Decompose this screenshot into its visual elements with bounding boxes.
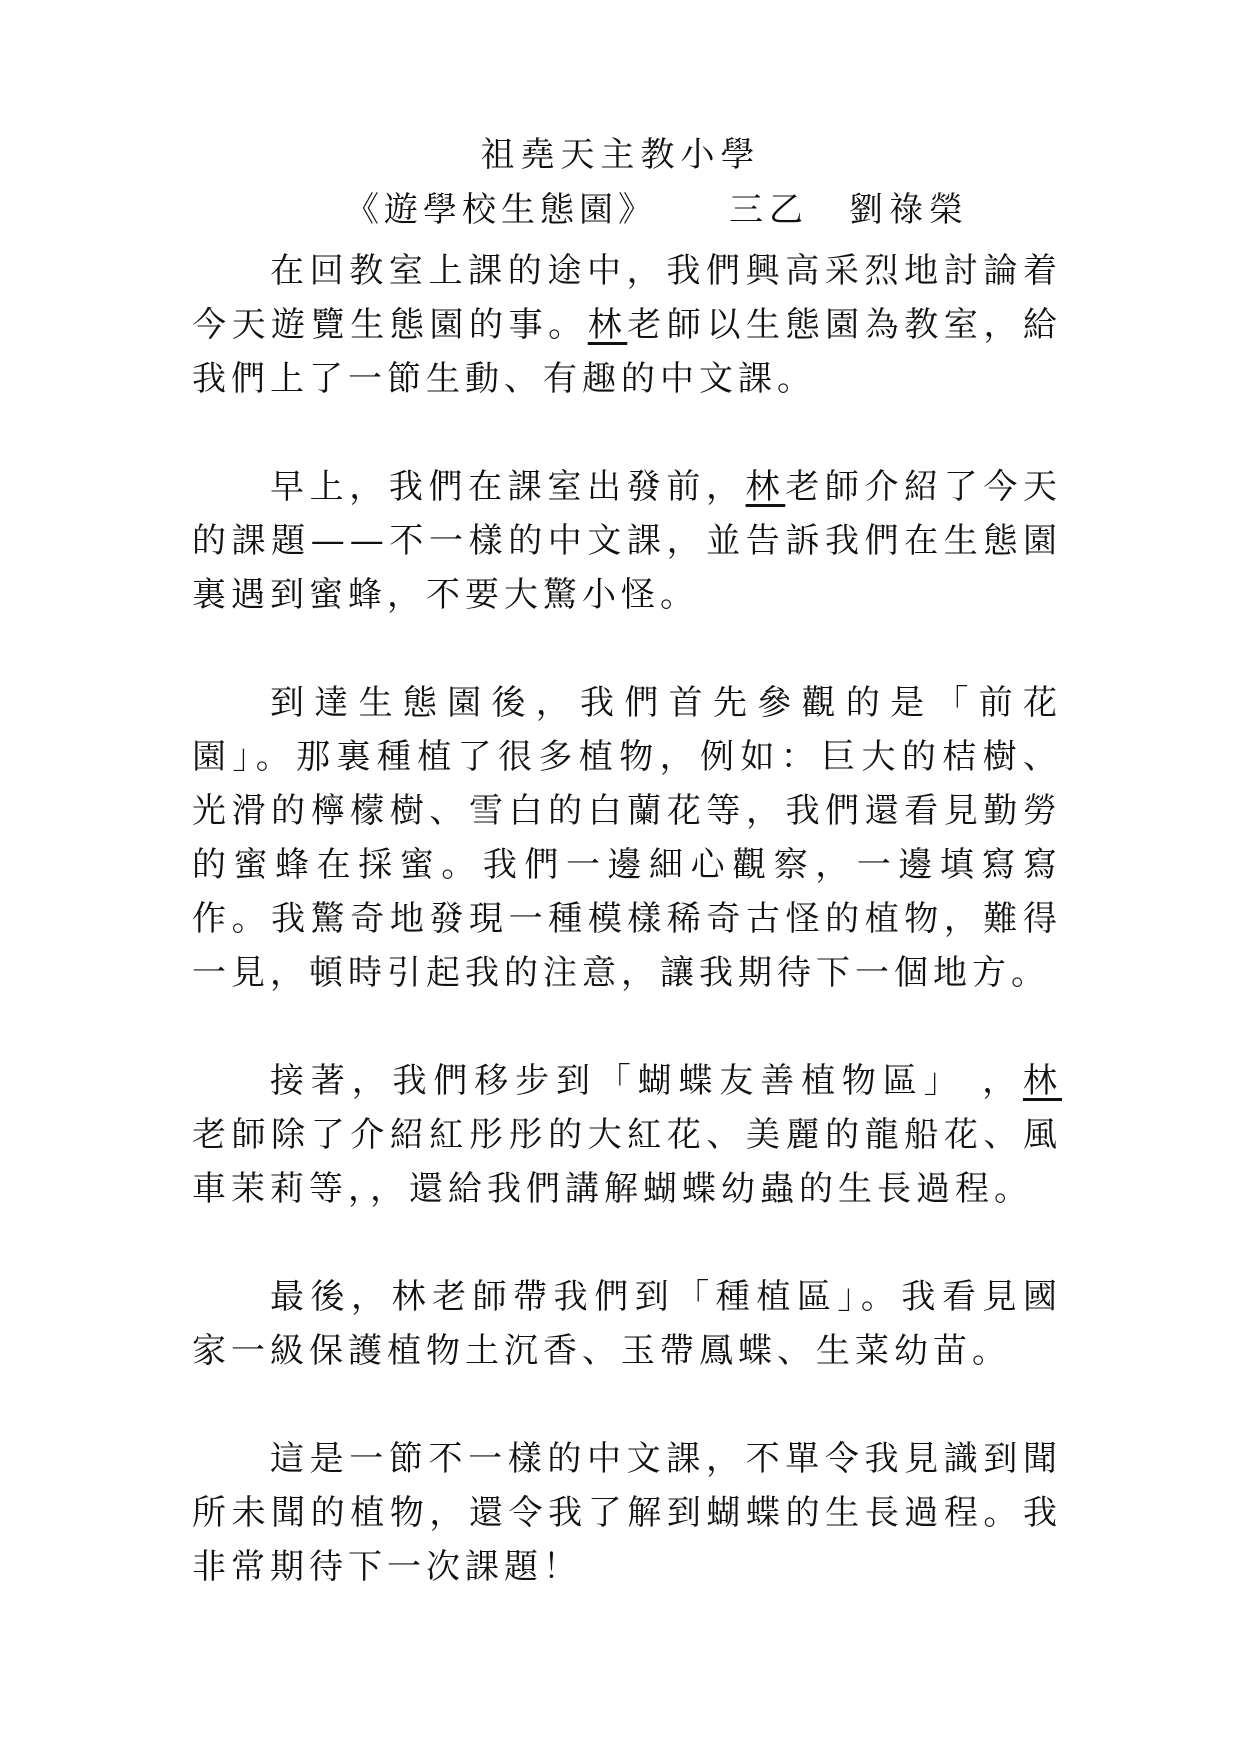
paragraph-1-before: 在回教室上課的途中，我們興高采烈地討論着今天遊覽生態園的事。 [192,251,1062,345]
class-label: 三乙 [729,190,809,230]
essay-title: 《遊學校生態園》 [345,190,657,230]
paragraph-4 [192,1054,1062,1216]
teacher-name: 林 [1023,1061,1062,1101]
paragraph-2-before: 早上，我們在課室出發前， [270,467,746,507]
paragraph-2-after: 老師介紹了今天的課題——不一樣的中文課，並告訴我們在生態園裏遇到蜜蜂，不要大驚小怪。 [192,467,1063,615]
school-name: 祖堯天主教小學 [480,135,761,175]
paragraph-1-after: 老師以生態園為教室，給我們上了一節生動、有趣的中文課。 [192,305,1063,399]
paragraph-4-after: 老師除了介紹紅彤彤的大紅花、美麗的龍船花、風車茉莉等，，還給我們講解蝴蝶幼蟲的生長過程。 [192,1115,1062,1209]
title-line [345,185,969,235]
teacher-name: 林 [587,305,628,345]
paragraph-4-before: 接著，我們移步到「蝴蝶友善植物區」 ， [270,1061,1023,1101]
paragraph-5: 最後，林老師帶我們到「種植區」。我看見國家一級保護植物土沉香、玉帶鳳蝶、生菜幼苗。 [192,1277,1062,1371]
paragraph-2 [192,460,1062,622]
paragraph-3: 到達生態園後，我們首先參觀的是「前花園」。那裏種植了很多植物，例如：巨大的桔樹、光滑的檸檬樹、雪白的白蘭花等，我們還看見勤勞的蜜蜂在採蜜。我們一邊細心觀察，一邊填寫寫作。我驚奇地發現一種模樣稀奇古怪的植物，難得一見，頓時引起我的注意，讓我期待下一個地方。 [192,683,1062,993]
paragraph-6: 這是一節不一樣的中文課，不單令我見識到聞所未聞的植物，還令我了解到蝴蝶的生長過程。我非常期待下一次課題！ [192,1439,1062,1587]
teacher-name: 林 [745,467,786,507]
author-name: 劉祿榮 [849,190,969,230]
paragraph-1 [192,244,1062,406]
